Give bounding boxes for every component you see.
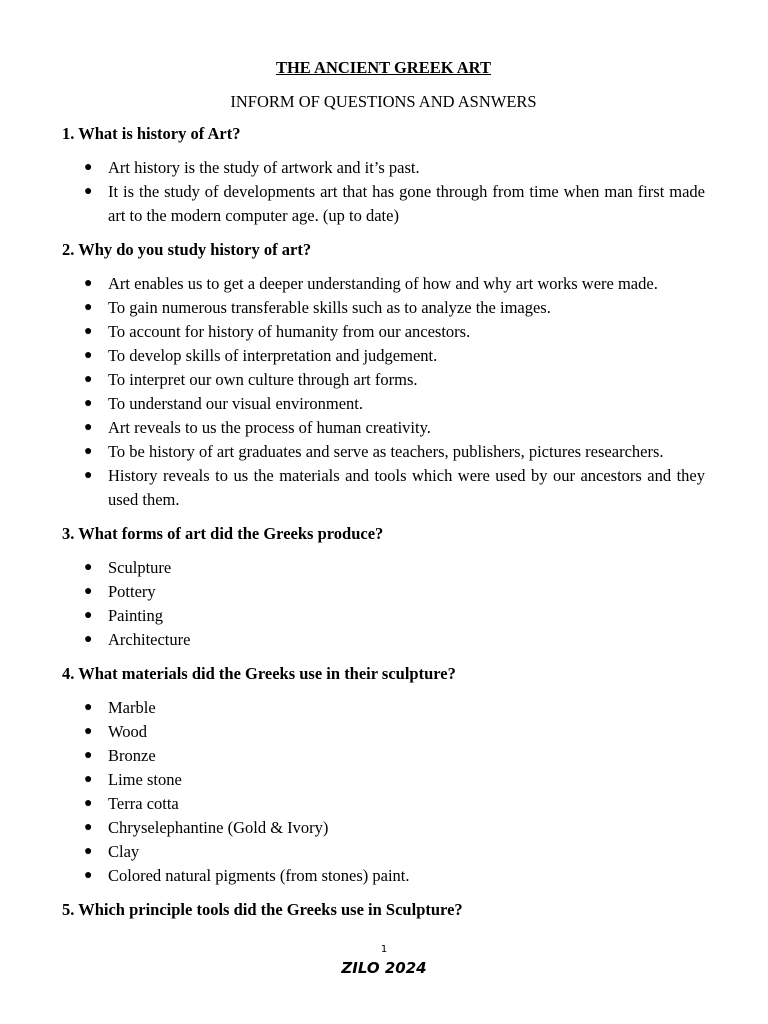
list-item: ● Bronze (62, 744, 705, 768)
question-1: 1. What is history of Art? (62, 124, 241, 143)
bullet-icon: ● (84, 772, 93, 787)
list-item: ● To develop skills of interpretation and judgement. (62, 344, 705, 368)
bullet-icon: ● (84, 724, 93, 739)
question-4: 4. What materials did the Greeks use in their sculpture? (62, 664, 456, 683)
list-item: ● Pottery (62, 580, 705, 604)
page-number: 1 (380, 944, 388, 955)
list-item: ● Architecture (62, 628, 705, 652)
bullet-icon: ● (84, 584, 93, 599)
answer-list-2 (62, 272, 705, 512)
list-item: ● Terra cotta (62, 792, 705, 816)
list-item: ● To interpret our own culture through art forms. (62, 368, 705, 392)
bullet-icon: ● (84, 396, 93, 411)
bullet-icon: ● (84, 700, 93, 715)
list-item: ● Lime stone (62, 768, 705, 792)
bullet-icon: ● (84, 372, 93, 387)
question-3: 3. What forms of art did the Greeks produce? (62, 524, 384, 543)
footer-brand: ZILO 2024 (341, 959, 427, 977)
bullet-icon: ● (84, 748, 93, 763)
list-item: ● Painting (62, 604, 705, 628)
list-item: ● Chryselephantine (Gold & Ivory) (62, 816, 705, 840)
answer-list-1 (62, 156, 705, 228)
question-2: 2. Why do you study history of art? (62, 240, 312, 259)
bullet-icon: ● (84, 160, 93, 175)
list-item: ● Clay (62, 840, 705, 864)
bullet-icon: ● (84, 796, 93, 811)
bullet-icon: ● (84, 560, 93, 575)
question-5: 5. Which principle tools did the Greeks use in Sculpture? (62, 900, 463, 919)
bullet-icon: ● (84, 184, 93, 199)
list-item: ● Colored natural pigments (from stones) paint. (62, 864, 705, 888)
list-item: ● Sculpture (62, 556, 705, 580)
bullet-icon: ● (84, 420, 93, 435)
bullet-icon: ● (84, 608, 93, 623)
bullet-icon: ● (84, 348, 93, 363)
list-item: ● Marble (62, 696, 705, 720)
list-item: ● History reveals to us the materials and tools which were used by our ancestors and they used them. (84, 466, 705, 509)
list-item: ● To gain numerous transferable skills such as to analyze the images. (62, 296, 705, 320)
list-item: ● It is the study of developments art that has gone through from time when man first made art to the modern computer age. (up to date) (84, 182, 705, 225)
list-item: ● Wood (62, 720, 705, 744)
answer-list-4 (62, 696, 705, 888)
list-item: ● Art enables us to get a deeper understanding of how and why art works were made. (62, 272, 705, 296)
list-item: ● To account for history of humanity from our ancestors. (62, 320, 705, 344)
bullet-icon: ● (84, 468, 93, 483)
document-subtitle: INFORM OF QUESTIONS AND ASNWERS (230, 92, 537, 111)
list-item: ● Art history is the study of artwork and it’s past. (62, 156, 705, 180)
list-item: ● To be history of art graduates and serve as teachers, publishers, pictures researchers. (62, 440, 705, 464)
bullet-icon: ● (84, 444, 93, 459)
bullet-icon: ● (84, 844, 93, 859)
bullet-icon: ● (84, 820, 93, 835)
bullet-icon: ● (84, 632, 93, 647)
bullet-icon: ● (84, 300, 93, 315)
document-page (62, 56, 705, 932)
answer-list-3 (62, 556, 705, 652)
list-item: ● Art reveals to us the process of human creativity. (62, 416, 705, 440)
bullet-icon: ● (84, 276, 93, 291)
bullet-icon: ● (84, 324, 93, 339)
bullet-icon: ● (84, 868, 93, 883)
list-item: ● To understand our visual environment. (62, 392, 705, 416)
document-title: THE ANCIENT GREEK ART (275, 58, 492, 77)
